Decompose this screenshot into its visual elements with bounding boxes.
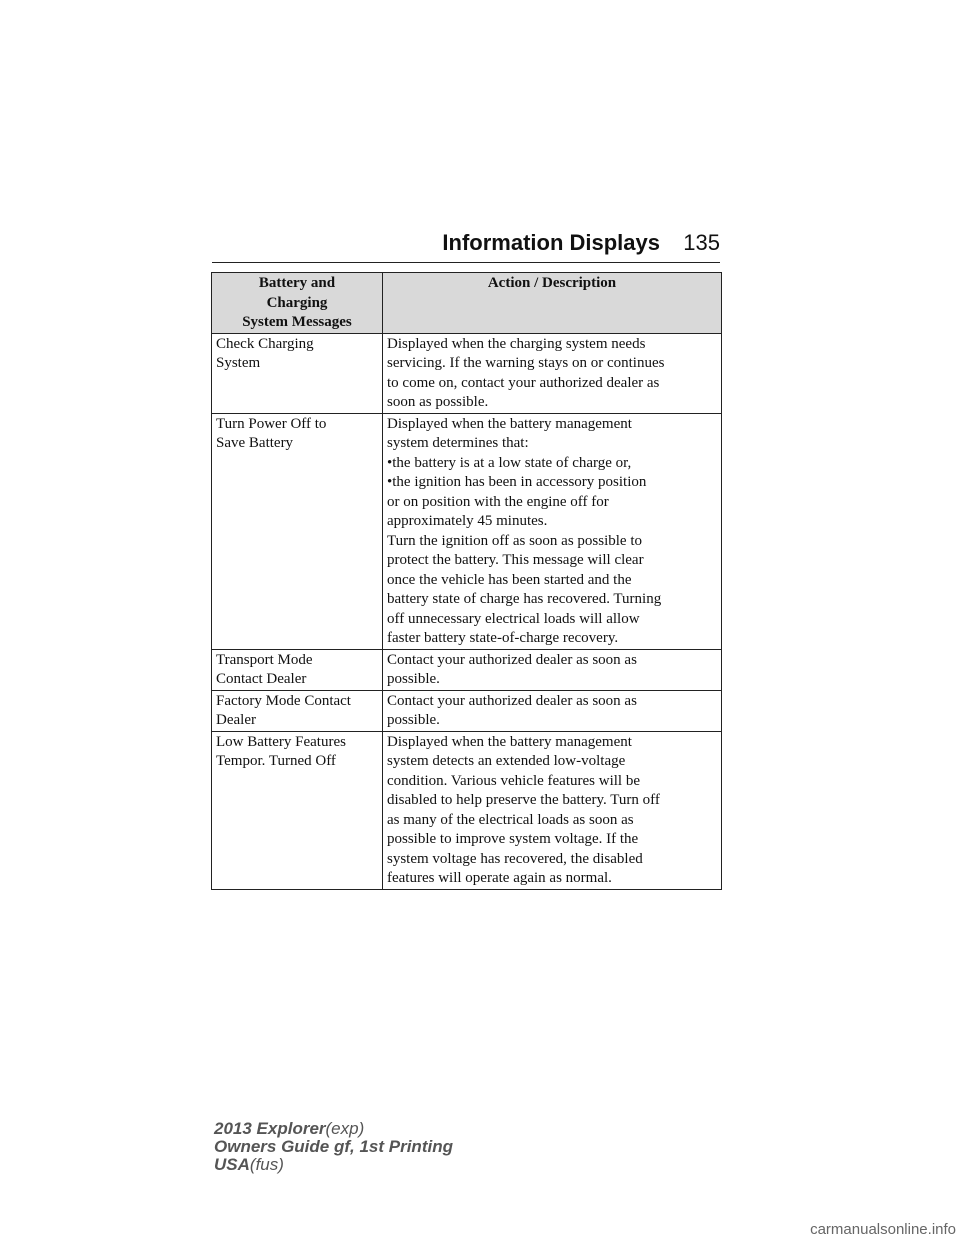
description-line: •the ignition has been in accessory position <box>387 474 647 490</box>
description-line: approximately 45 minutes. <box>387 513 548 529</box>
description-line: Displayed when the battery management <box>387 415 632 432</box>
description-line: off unnecessary electrical loads will allow <box>387 610 640 627</box>
table-row <box>212 413 722 649</box>
table-row <box>212 649 722 690</box>
description-line: Contact your authorized dealer as soon as <box>387 692 637 709</box>
message-cell <box>212 731 383 889</box>
description-cell <box>383 731 722 889</box>
description-line: features will operate again as normal. <box>387 870 612 886</box>
print-footer <box>214 1120 453 1174</box>
message-line: Turn Power Off to <box>216 415 327 432</box>
description-line: system detects an extended low-voltage <box>387 753 626 769</box>
section-title: Information Displays <box>442 230 660 255</box>
messages-table <box>211 272 722 890</box>
table-row <box>212 690 722 731</box>
table-row <box>212 731 722 889</box>
message-cell <box>212 690 383 731</box>
message-cell <box>212 333 383 413</box>
description-line: Turn the ignition off as soon as possible to <box>387 532 643 549</box>
description-line: condition. Various vehicle features will be <box>387 772 640 789</box>
message-line: Transport Mode <box>216 651 313 668</box>
message-cell <box>212 649 383 690</box>
page-header <box>212 228 720 263</box>
message-line: Check Charging <box>216 335 314 352</box>
message-line: Contact Dealer <box>216 671 307 687</box>
message-cell <box>212 413 383 649</box>
description-cell <box>383 333 722 413</box>
message-line: Factory Mode Contact <box>216 692 351 709</box>
table-header-row <box>212 273 722 334</box>
description-line: system determines that: <box>387 435 529 451</box>
message-line: Low Battery Features <box>216 733 346 750</box>
description-cell <box>383 649 722 690</box>
description-cell <box>383 413 722 649</box>
description-line: system voltage has recovered, the disabled <box>387 850 643 867</box>
description-line: Displayed when the charging system needs <box>387 335 646 352</box>
page-number: 135 <box>683 230 720 255</box>
table-row <box>212 333 722 413</box>
footer-line-2: Owners Guide gf, 1st Printing <box>214 1137 453 1156</box>
message-line: Dealer <box>216 712 256 728</box>
description-line: or on position with the engine off for <box>387 493 609 510</box>
footer-line-3: USA(fus) <box>214 1155 284 1174</box>
watermark: carmanualsonline.info <box>810 1221 956 1238</box>
description-line: Displayed when the battery management <box>387 733 632 750</box>
description-line: once the vehicle has been started and the <box>387 571 632 588</box>
description-line: battery state of charge has recovered. Turning <box>387 591 662 607</box>
description-cell <box>383 690 722 731</box>
description-line: possible. <box>387 712 440 728</box>
description-line: soon as possible. <box>387 394 489 410</box>
description-line: possible to improve system voltage. If the <box>387 831 639 847</box>
message-line: System <box>216 355 261 371</box>
message-line: Tempor. Turned Off <box>216 753 336 769</box>
description-line: possible. <box>387 671 440 687</box>
description-line: faster battery state-of-charge recovery. <box>387 630 619 646</box>
footer-line-1: 2013 Explorer(exp) <box>214 1119 365 1138</box>
description-line: servicing. If the warning stays on or continues <box>387 355 665 371</box>
description-line: to come on, contact your authorized dealer as <box>387 374 660 391</box>
column-header-messages: Battery and Charging System Messages <box>212 273 383 334</box>
description-line: protect the battery. This message will clear <box>387 552 644 568</box>
description-line: disabled to help preserve the battery. Turn off <box>387 792 660 808</box>
message-line: Save Battery <box>216 435 294 451</box>
column-header-action: Action / Description <box>383 273 722 334</box>
description-line: •the battery is at a low state of charge or, <box>387 454 632 471</box>
description-line: Contact your authorized dealer as soon as <box>387 651 637 668</box>
description-line: as many of the electrical loads as soon as <box>387 811 634 828</box>
